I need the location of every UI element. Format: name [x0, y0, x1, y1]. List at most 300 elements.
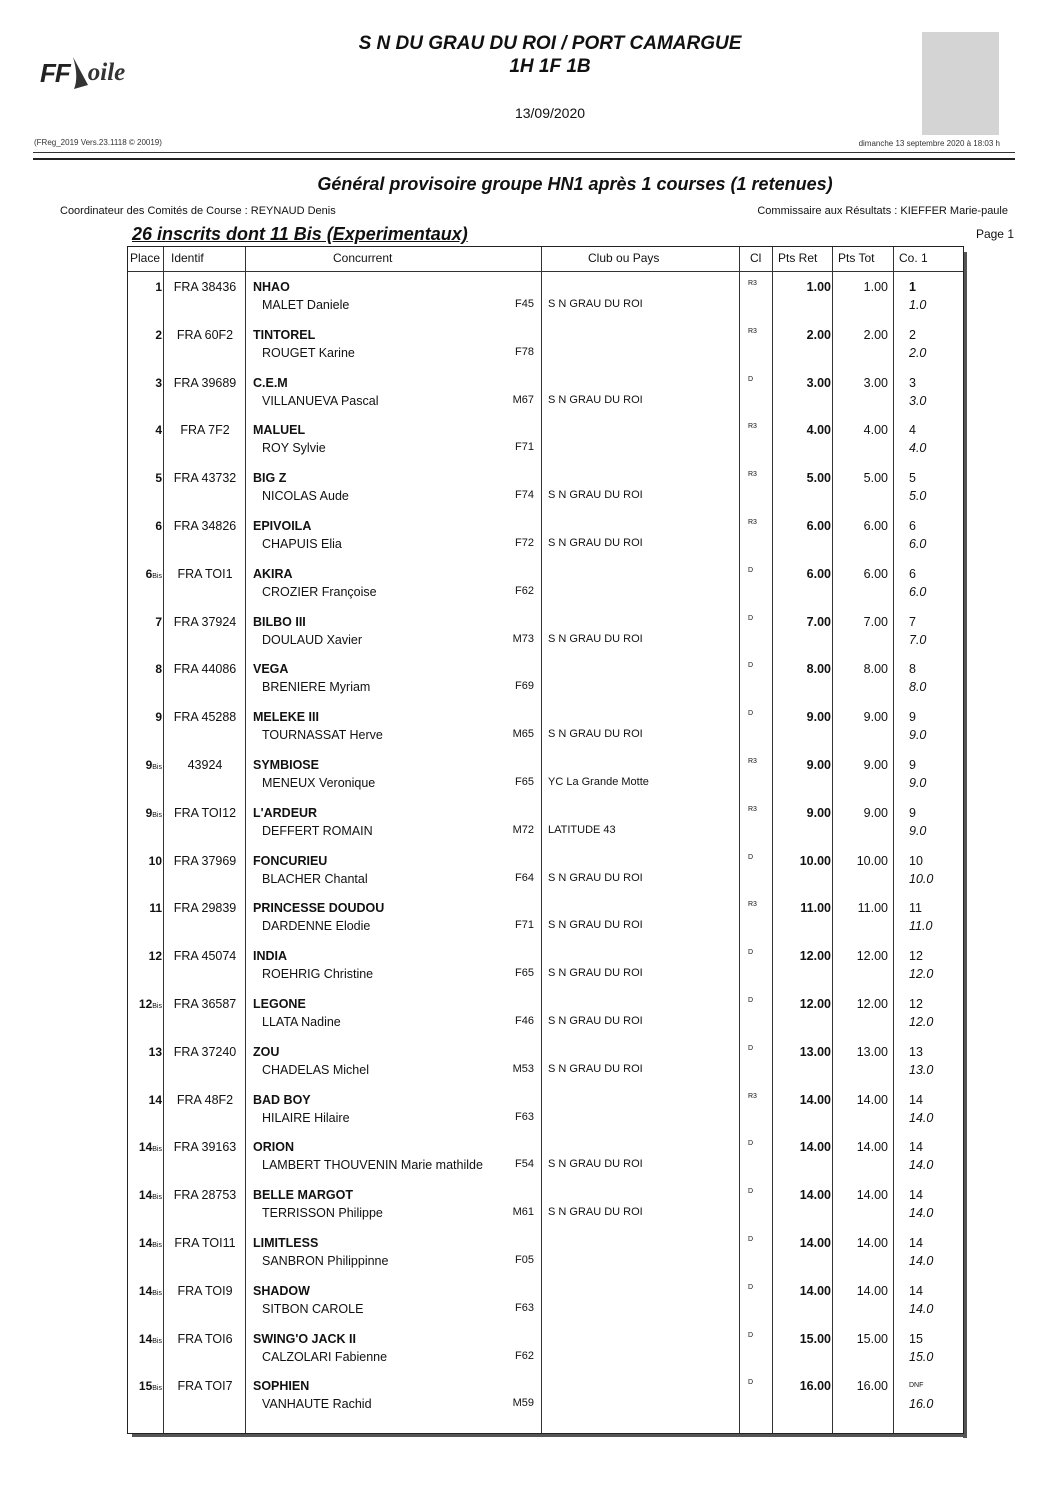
row-sail-id: FRA 45074	[173, 949, 237, 964]
row-race-score: 3.0	[909, 393, 927, 408]
row-sail-id: FRA 28753	[173, 1188, 237, 1203]
table-row	[128, 464, 963, 512]
row-race-score: 6.0	[909, 537, 927, 551]
row-skipper: ROY Sylvie	[262, 441, 326, 456]
row-race-rank: 4	[909, 423, 916, 438]
row-pts-tot: 3.00	[863, 375, 888, 390]
row-skipper: ROUGET Karine	[262, 345, 355, 360]
row-bis-marker: Bis	[152, 1194, 162, 1202]
row-race-rank: 8	[909, 662, 916, 677]
row-skipper: SANBRON Philippinne	[262, 1254, 389, 1268]
row-sail-id: FRA 43732	[173, 471, 237, 486]
row-race-rank: 11	[909, 901, 922, 916]
row-pts-ret: 3.00	[806, 375, 831, 390]
results-commissioner: Commissaire aux Résultats : KIEFFER Marie-paule	[757, 205, 1008, 217]
row-club: S N GRAU DU ROI	[548, 1015, 643, 1027]
row-pts-ret: 5.00	[806, 471, 831, 486]
row-race-rank: 7	[909, 614, 916, 629]
row-pts-ret: 9.00	[806, 758, 831, 772]
row-place	[128, 997, 162, 1011]
table-row	[128, 1181, 963, 1229]
row-race-rank: 1	[909, 280, 916, 294]
row-pts-ret: 13.00	[799, 1044, 831, 1059]
row-category: M67	[512, 393, 534, 406]
row-category: F64	[515, 871, 534, 884]
row-pts-ret: 6.00	[806, 566, 831, 581]
row-race-rank: 6	[909, 519, 916, 533]
row-place	[128, 1236, 162, 1250]
row-race-rank: 9	[909, 710, 916, 725]
row-club: S N GRAU DU ROI	[548, 1158, 643, 1171]
row-category: F78	[515, 345, 534, 358]
row-pts-ret: 11.00	[800, 901, 831, 916]
row-sail-id: FRA TOI7	[177, 1379, 233, 1394]
row-category: F69	[515, 680, 534, 693]
row-place-number: 12	[138, 997, 153, 1011]
grey-placeholder-box	[922, 32, 999, 135]
row-place	[128, 1284, 162, 1298]
row-skipper: TERRISSON Philippe	[262, 1206, 383, 1221]
row-pts-tot: 7.00	[863, 614, 888, 629]
row-race-rank: 14	[909, 1283, 923, 1298]
row-boat-name: C.E.M	[253, 375, 288, 390]
row-race-score: 10.0	[909, 871, 934, 886]
row-race-score: 12.0	[909, 967, 934, 982]
row-class: R3	[748, 280, 757, 287]
row-place-number: 14	[138, 1283, 153, 1298]
row-race-score: 2.0	[909, 345, 927, 360]
header-concurrent: Concurrent	[333, 251, 393, 265]
table-row	[128, 1325, 963, 1373]
table-row	[128, 1277, 963, 1325]
row-skipper: NICOLAS Aude	[262, 489, 349, 504]
row-race-score: 11.0	[909, 919, 933, 934]
row-bis-marker: Bis	[152, 1385, 162, 1393]
row-category: M53	[512, 1062, 534, 1075]
row-sail-id: FRA 37924	[173, 614, 237, 629]
row-category: M61	[512, 1206, 534, 1219]
row-bis-marker: Bis	[152, 1003, 162, 1010]
row-pts-tot: 14.00	[856, 1283, 888, 1298]
row-skipper: CHADELAS Michel	[262, 1062, 369, 1077]
software-version: (FReg_2019 Vers.23.1118 © 20019)	[34, 138, 162, 147]
row-club: LATITUDE 43	[548, 823, 616, 836]
row-class: D	[748, 949, 754, 957]
row-boat-name: ZOU	[253, 1044, 280, 1059]
row-sail-id: FRA 7F2	[180, 423, 230, 438]
row-category: F65	[515, 967, 534, 980]
row-pts-ret: 1.00	[806, 280, 831, 294]
row-club: S N GRAU DU ROI	[548, 967, 643, 980]
row-sail-id: FRA TOI11	[174, 1236, 236, 1250]
row-class: R3	[748, 1092, 757, 1100]
row-race-score: 14.0	[909, 1254, 934, 1268]
row-bis-marker: Bis	[152, 1242, 162, 1249]
row-class: D	[748, 662, 754, 670]
row-class: D	[748, 1140, 754, 1148]
row-race-score: 14.0	[909, 1301, 934, 1316]
row-boat-name: L'ARDEUR	[253, 805, 318, 820]
row-pts-ret: 6.00	[806, 519, 831, 533]
row-club: YC La Grande Motte	[548, 776, 649, 788]
printed-timestamp: dimanche 13 septembre 2020 à 18:03 h	[858, 139, 1000, 148]
header-pts-tot: Pts Tot	[838, 251, 875, 265]
table-row	[128, 1133, 963, 1181]
row-skipper: DOULAUD Xavier	[262, 632, 363, 647]
row-place-number: 9	[145, 758, 153, 772]
row-skipper: MENEUX Veronique	[262, 776, 376, 790]
row-pts-ret: 7.00	[806, 614, 831, 629]
row-bis-marker: Bis	[152, 764, 162, 771]
row-pts-ret: 15.00	[799, 1331, 831, 1346]
row-skipper: BRENIERE Myriam	[262, 680, 371, 695]
row-pts-ret: 9.00	[806, 805, 831, 820]
row-category: F63	[515, 1110, 534, 1123]
row-club: S N GRAU DU ROI	[548, 537, 643, 549]
row-sail-id: FRA TOI6	[177, 1331, 233, 1346]
event-subtitle: 1H 1F 1B	[509, 56, 591, 77]
row-category: F72	[515, 537, 534, 549]
row-place-number: 13	[148, 1044, 162, 1059]
row-pts-ret: 14.00	[799, 1092, 831, 1107]
row-place	[128, 423, 162, 437]
row-class: D	[748, 1331, 754, 1339]
row-place-number: 9	[145, 805, 153, 820]
row-place-number: 14	[138, 1188, 153, 1203]
row-place-number: 9	[155, 710, 162, 725]
row-category: M73	[512, 632, 534, 645]
row-boat-name: TINTOREL	[253, 327, 316, 342]
row-sail-id: FRA 39163	[173, 1140, 237, 1155]
row-pts-tot: 9.00	[863, 758, 888, 772]
table-row	[128, 1372, 963, 1420]
row-race-rank: 10	[909, 853, 923, 868]
row-pts-ret: 12.00	[799, 949, 831, 964]
row-skipper: LAMBERT THOUVENIN Marie mathilde	[262, 1158, 483, 1173]
row-pts-tot: 9.00	[863, 805, 888, 820]
results-table	[127, 246, 964, 1434]
row-pts-ret: 14.00	[799, 1188, 831, 1203]
row-category: F62	[515, 584, 534, 597]
row-race-score: 14.0	[909, 1110, 934, 1125]
sail-icon	[70, 55, 90, 91]
row-pts-ret: 8.00	[806, 662, 831, 677]
row-pts-ret: 14.00	[799, 1283, 831, 1298]
row-pts-ret: 14.00	[799, 1236, 831, 1250]
table-row	[128, 1086, 963, 1134]
row-boat-name: EPIVOILA	[253, 519, 312, 533]
row-place	[128, 1045, 162, 1059]
row-boat-name: AKIRA	[253, 566, 293, 581]
row-boat-name: SOPHIEN	[253, 1379, 310, 1394]
ranking-title: Général provisoire groupe HN1 après 1 courses (1 retenues)	[317, 174, 833, 194]
table-row	[128, 894, 963, 942]
row-sail-id: FRA TOI9	[177, 1283, 233, 1298]
row-skipper: CALZOLARI Fabienne	[262, 1349, 388, 1364]
row-pts-tot: 10.00	[856, 853, 888, 868]
row-boat-name: BAD BOY	[253, 1092, 311, 1107]
row-place-number: 2	[155, 327, 162, 342]
row-category: F71	[515, 919, 534, 932]
header-co1: Co. 1	[899, 251, 928, 265]
row-race-rank: 9	[909, 805, 916, 820]
row-category: F62	[515, 1349, 534, 1362]
table-row	[128, 1038, 963, 1086]
row-pts-tot: 12.00	[856, 997, 888, 1011]
row-place-number: 4	[155, 423, 162, 438]
row-class: R3	[748, 519, 757, 526]
row-place-number: 14	[138, 1331, 153, 1346]
row-category: F65	[515, 776, 534, 788]
table-row	[128, 416, 963, 464]
row-club: S N GRAU DU ROI	[548, 393, 643, 406]
row-place-number: 14	[148, 1092, 162, 1107]
row-category: F54	[515, 1158, 534, 1171]
row-race-score: 12.0	[909, 1015, 934, 1029]
table-row	[128, 608, 963, 656]
row-place-number: 11	[149, 901, 162, 916]
logo-ff-text: FF	[40, 57, 70, 88]
row-race-score: 4.0	[909, 441, 927, 456]
row-category: F05	[515, 1254, 534, 1266]
header-place: Place	[130, 251, 161, 265]
row-place	[128, 567, 162, 581]
row-place-number: 5	[155, 471, 162, 486]
row-place	[128, 519, 162, 533]
row-boat-name: LIMITLESS	[253, 1236, 319, 1250]
row-race-score: 14.0	[909, 1158, 934, 1173]
row-boat-name: FONCURIEU	[253, 853, 328, 868]
row-race-rank: 3	[909, 375, 916, 390]
row-class: D	[748, 710, 754, 718]
row-category: F71	[515, 441, 534, 454]
row-boat-name: SWING'O JACK II	[253, 1331, 356, 1346]
row-sail-id: FRA 45288	[173, 710, 237, 725]
table-row	[128, 751, 963, 799]
row-place	[128, 1379, 162, 1393]
row-skipper: MALET Daniele	[262, 298, 350, 312]
row-pts-tot: 12.00	[856, 949, 888, 964]
row-class: D	[748, 997, 754, 1004]
row-skipper: HILAIRE Hilaire	[262, 1110, 350, 1125]
page-number: Page 1	[975, 227, 1014, 241]
row-boat-name: MELEKE III	[253, 710, 319, 725]
row-club: S N GRAU DU ROI	[548, 1062, 643, 1075]
row-boat-name: PRINCESSE DOUDOU	[253, 901, 385, 916]
row-category: M59	[512, 1397, 534, 1410]
row-pts-tot: 2.00	[863, 327, 888, 342]
row-race-score: 9.0	[909, 823, 927, 838]
row-skipper: ROEHRIG Christine	[262, 967, 374, 982]
row-pts-tot: 6.00	[863, 566, 888, 581]
row-pts-tot: 1.00	[863, 280, 888, 294]
table-header	[128, 247, 963, 272]
row-class: R3	[748, 471, 757, 479]
row-sail-id: FRA 37969	[173, 853, 237, 868]
row-boat-name: LEGONE	[253, 997, 306, 1011]
row-boat-name: BIG Z	[253, 471, 287, 486]
row-club: S N GRAU DU ROI	[548, 919, 643, 932]
row-sail-id: FRA TOI1	[177, 566, 233, 581]
row-place	[128, 1188, 162, 1202]
header-club: Club ou Pays	[588, 251, 660, 265]
row-race-rank: DNF	[909, 1382, 924, 1390]
row-race-score: 14.0	[909, 1206, 934, 1221]
table-row	[128, 799, 963, 847]
row-sail-id: FRA 36587	[173, 997, 237, 1011]
row-bis-marker: Bis	[152, 1146, 162, 1154]
row-place-number: 14	[138, 1140, 153, 1155]
header-pts-ret: Pts Ret	[778, 251, 818, 265]
row-race-score: 7.0	[909, 632, 927, 647]
row-race-score: 15.0	[909, 1349, 934, 1364]
entries-count: 26 inscrits dont 11 Bis (Experimentaux)	[132, 224, 468, 244]
row-place	[128, 471, 162, 485]
row-skipper: CROZIER Françoise	[262, 584, 377, 599]
row-club: S N GRAU DU ROI	[548, 489, 643, 502]
table-row	[128, 847, 963, 895]
row-boat-name: ORION	[253, 1140, 294, 1155]
row-sail-id: FRA TOI12	[173, 805, 237, 820]
row-skipper: BLACHER Chantal	[262, 871, 368, 886]
row-class: D	[748, 566, 754, 574]
header-rule-thick	[33, 158, 1015, 160]
row-race-rank: 12	[909, 949, 923, 964]
row-place	[128, 376, 162, 390]
table-row	[128, 942, 963, 990]
row-race-score: 8.0	[909, 680, 927, 695]
row-place	[128, 1140, 162, 1154]
row-pts-tot: 8.00	[863, 662, 888, 677]
row-place-number: 14	[138, 1236, 153, 1250]
row-boat-name: MALUEL	[253, 423, 306, 438]
row-pts-ret: 4.00	[806, 423, 831, 438]
row-pts-tot: 9.00	[863, 710, 888, 725]
row-race-score: 16.0	[909, 1397, 934, 1412]
row-class: R3	[748, 327, 757, 335]
row-category: F46	[515, 1015, 534, 1027]
row-sail-id: 43924	[187, 758, 223, 772]
row-club: S N GRAU DU ROI	[548, 728, 643, 741]
row-race-rank: 15	[909, 1331, 923, 1346]
row-race-rank: 14	[909, 1188, 923, 1203]
table-row	[128, 560, 963, 608]
row-place-number: 6	[155, 519, 162, 533]
table-row	[128, 321, 963, 369]
row-pts-tot: 6.00	[863, 519, 888, 533]
row-club: S N GRAU DU ROI	[548, 632, 643, 645]
row-class: D	[748, 1188, 754, 1196]
row-sail-id: FRA 44086	[173, 662, 237, 677]
row-pts-tot: 16.00	[856, 1379, 888, 1394]
header-identif: Identif	[171, 251, 204, 265]
row-race-rank: 6	[909, 566, 916, 581]
row-pts-ret: 12.00	[799, 997, 831, 1011]
row-place	[128, 949, 162, 963]
ffvoile-logo	[40, 48, 125, 98]
row-place	[128, 280, 162, 294]
row-sail-id: FRA 34826	[173, 519, 237, 533]
row-place	[128, 662, 162, 676]
row-boat-name: SYMBIOSE	[253, 758, 319, 772]
row-club: S N GRAU DU ROI	[548, 298, 643, 310]
header-cl: Cl	[750, 251, 762, 265]
row-class: D	[748, 1236, 754, 1243]
row-place	[128, 615, 162, 629]
logo-voile-text: oile	[87, 59, 126, 86]
row-boat-name: VEGA	[253, 662, 289, 677]
row-place	[128, 901, 162, 915]
row-pts-tot: 14.00	[856, 1092, 888, 1107]
row-boat-name: BELLE MARGOT	[253, 1188, 353, 1203]
row-pts-ret: 16.00	[799, 1379, 831, 1394]
row-pts-tot: 13.00	[856, 1044, 888, 1059]
row-pts-ret: 2.00	[806, 327, 831, 342]
row-class: R3	[748, 901, 757, 909]
row-race-score: 1.0	[909, 298, 927, 312]
row-race-rank: 9	[909, 758, 916, 772]
row-place-number: 6	[145, 566, 153, 581]
row-skipper: DEFFERT ROMAIN	[262, 823, 373, 838]
row-category: F63	[515, 1301, 534, 1314]
row-sail-id: FRA 38436	[173, 280, 237, 294]
table-row	[128, 512, 963, 560]
row-category: F74	[515, 489, 534, 502]
row-class: D	[748, 614, 754, 622]
row-class: D	[748, 1379, 754, 1387]
row-skipper: DARDENNE Elodie	[262, 919, 371, 934]
row-skipper: VANHAUTE Rachid	[262, 1397, 372, 1412]
row-place-number: 15	[138, 1379, 153, 1394]
row-skipper: CHAPUIS Elia	[262, 537, 342, 551]
row-sail-id: FRA 48F2	[176, 1092, 234, 1107]
row-class: D	[748, 375, 754, 383]
row-club: S N GRAU DU ROI	[548, 1206, 643, 1219]
row-pts-ret: 10.00	[799, 853, 831, 868]
table-row	[128, 703, 963, 751]
row-class: D	[748, 1283, 754, 1291]
row-pts-tot: 5.00	[863, 471, 888, 486]
row-race-rank: 14	[909, 1092, 923, 1107]
row-class: R3	[748, 805, 757, 813]
row-pts-tot: 14.00	[856, 1140, 888, 1155]
table-row	[128, 990, 963, 1038]
table-row	[128, 273, 963, 321]
row-place	[128, 1332, 162, 1346]
row-class: R3	[748, 758, 757, 765]
row-bis-marker: Bis	[152, 1337, 162, 1345]
row-skipper: LLATA Nadine	[262, 1015, 341, 1029]
row-race-rank: 5	[909, 471, 916, 486]
row-race-rank: 12	[909, 997, 923, 1011]
row-category: F45	[515, 298, 534, 310]
row-pts-ret: 14.00	[799, 1140, 831, 1155]
row-skipper: VILLANUEVA Pascal	[262, 393, 379, 408]
row-place-number: 8	[155, 662, 162, 677]
row-boat-name: BILBO III	[253, 614, 306, 629]
row-sail-id: FRA 29839	[173, 901, 237, 916]
table-row	[128, 655, 963, 703]
row-place	[128, 1093, 162, 1107]
row-race-score: 13.0	[909, 1062, 934, 1077]
row-class: D	[748, 1044, 754, 1052]
row-club: S N GRAU DU ROI	[548, 871, 643, 884]
row-place	[128, 806, 162, 820]
row-bis-marker: Bis	[152, 811, 162, 819]
row-class: R3	[748, 423, 757, 431]
row-skipper: TOURNASSAT Herve	[262, 728, 383, 743]
row-race-rank: 2	[909, 327, 916, 342]
